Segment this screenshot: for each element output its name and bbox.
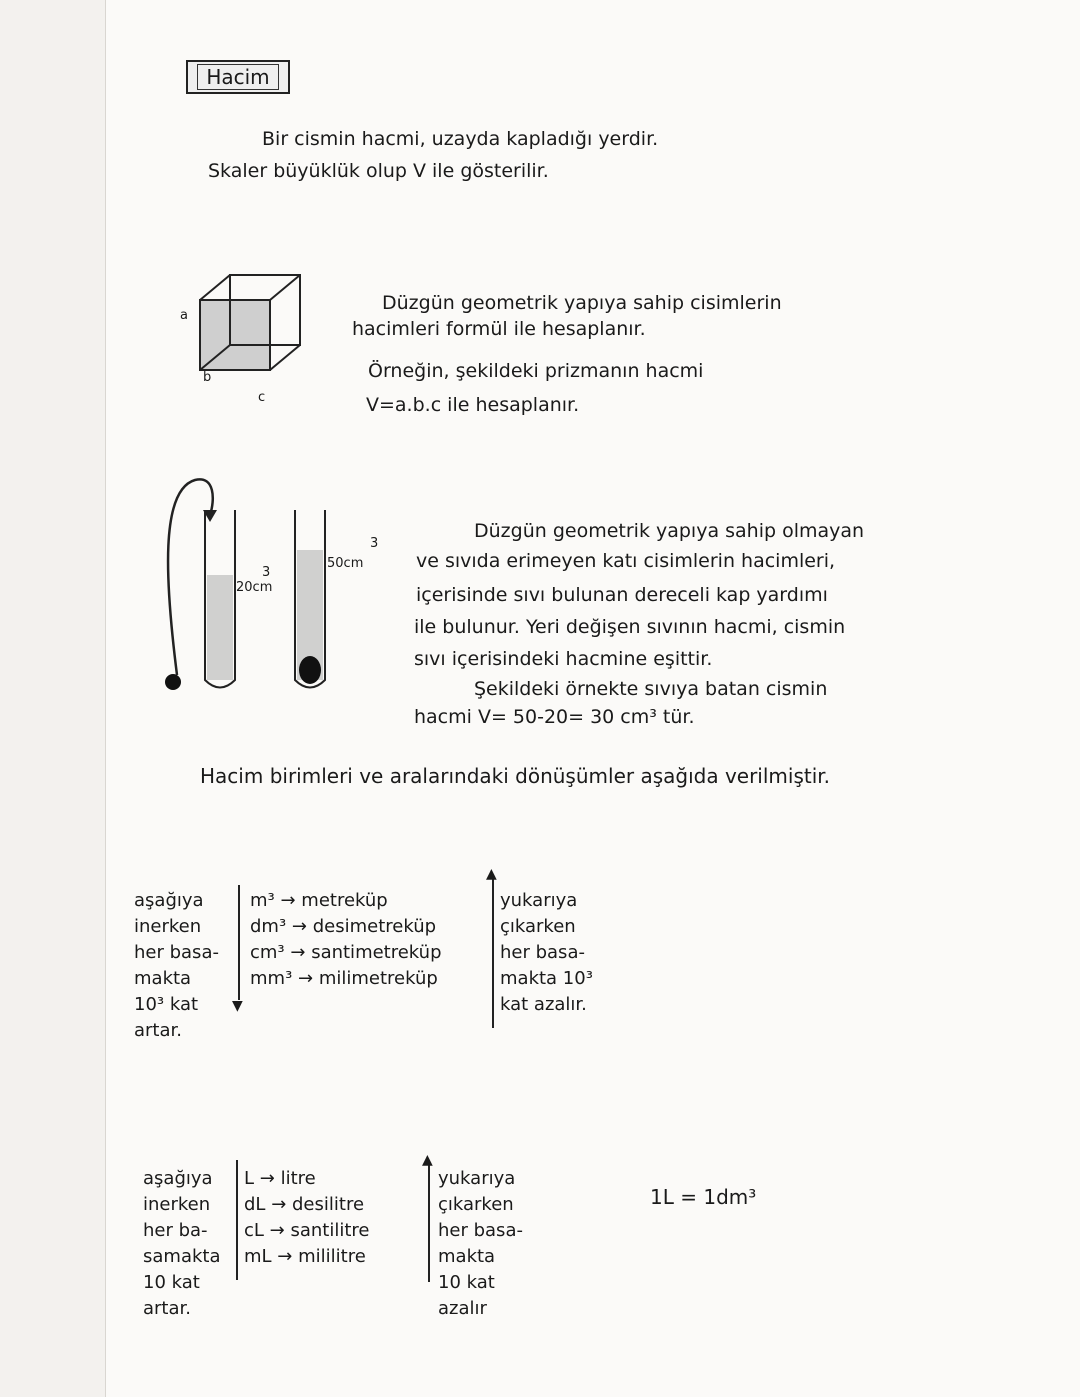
drop-arrow: [168, 479, 213, 675]
unit-row: dL → desilitre: [244, 1194, 365, 1216]
cylinder-text-4: ile bulunur. Yeri değişen sıvının hacmi, cismin: [414, 616, 846, 638]
up-arrow-head-icon: ▲: [422, 1152, 433, 1168]
prism-text-3: Örneğin, şekildeki prizmanın hacmi: [368, 360, 704, 382]
prism-label-b: b: [203, 370, 212, 385]
intro-line-2: Skaler büyüklük olup V ile gösterilir.: [208, 160, 549, 182]
volume-up-arrow: [492, 878, 494, 1028]
volume-right-note: yukarıya çıkarken her basa- makta 10³ kat azalır.: [500, 890, 593, 1016]
unit-row: mL → mililitre: [244, 1246, 366, 1268]
prism-label-a: a: [180, 308, 188, 323]
prism-text-2: hacimleri formül ile hesaplanır.: [352, 318, 646, 340]
unit-row: mm³ → milimetreküp: [250, 968, 438, 990]
liquid-left-note: aşağıya inerken her ba- samakta 10 kat artar.: [143, 1168, 221, 1320]
prism-label-c: c: [258, 390, 266, 405]
liquid-right-note: yukarıya çıkarken her basa- makta 10 kat azalır: [438, 1168, 523, 1320]
down-arrow-head-icon: ▼: [232, 998, 243, 1014]
cylinder-text-3: içerisinde sıvı bulunan dereceli kap yardımı: [416, 584, 828, 606]
label-20cm-exp: 3: [262, 565, 271, 580]
solid-object: [165, 674, 181, 690]
unit-row: dm³ → desimetreküp: [250, 916, 437, 938]
cylinder-text-7: hacmi V= 50-20= 30 cm³ tür.: [414, 706, 695, 728]
cylinder-text-5: sıvı içerisindeki hacmine eşittir.: [414, 648, 713, 670]
liquid-before: [207, 575, 233, 680]
cylinder-text-2: ve sıvıda erimeyen katı cisimlerin hacimleri,: [416, 550, 836, 572]
unit-row: L → litre: [244, 1168, 316, 1189]
cylinder-text-6: Şekildeki örnekte sıvıya batan cismin: [474, 678, 828, 700]
unit-row: m³ → metreküp: [250, 890, 388, 911]
label-50cm: 50cm: [327, 556, 364, 571]
unit-row: cm³ → santimetreküp: [250, 942, 442, 964]
liquid-units-list: [244, 1166, 369, 1270]
prism-text-1: Düzgün geometrik yapıya sahip cisimlerin: [382, 292, 782, 314]
cylinder-text-1: Düzgün geometrik yapıya sahip olmayan: [474, 520, 865, 542]
liquid-up-arrow: [428, 1162, 430, 1282]
liquid-down-arrow: [236, 1160, 238, 1280]
intro-line-1: Bir cismin hacmi, uzayda kapladığı yerdir.: [262, 128, 659, 150]
up-arrow-head-icon: ▲: [486, 866, 497, 882]
volume-left-note: aşağıya inerken her basa- makta 10³ kat artar.: [134, 890, 219, 1042]
label-20cm: 20cm: [236, 580, 273, 595]
prism-text-4: V=a.b.c ile hesaplanır.: [366, 394, 580, 416]
volume-units-list: [250, 888, 442, 992]
label-50cm-exp: 3: [370, 536, 379, 551]
volume-down-arrow: [238, 885, 240, 1000]
units-heading: Hacim birimleri ve aralarındaki dönüşümler aşağıda verilmiştir.: [200, 764, 831, 788]
litre-equivalence: 1L = 1dm³: [650, 1185, 757, 1209]
unit-row: cL → santilitre: [244, 1220, 370, 1242]
prism-diagram: [170, 270, 310, 410]
submerged-object: [299, 656, 321, 684]
page-title: Hacim: [186, 60, 290, 94]
prism-front-face: [200, 300, 270, 370]
